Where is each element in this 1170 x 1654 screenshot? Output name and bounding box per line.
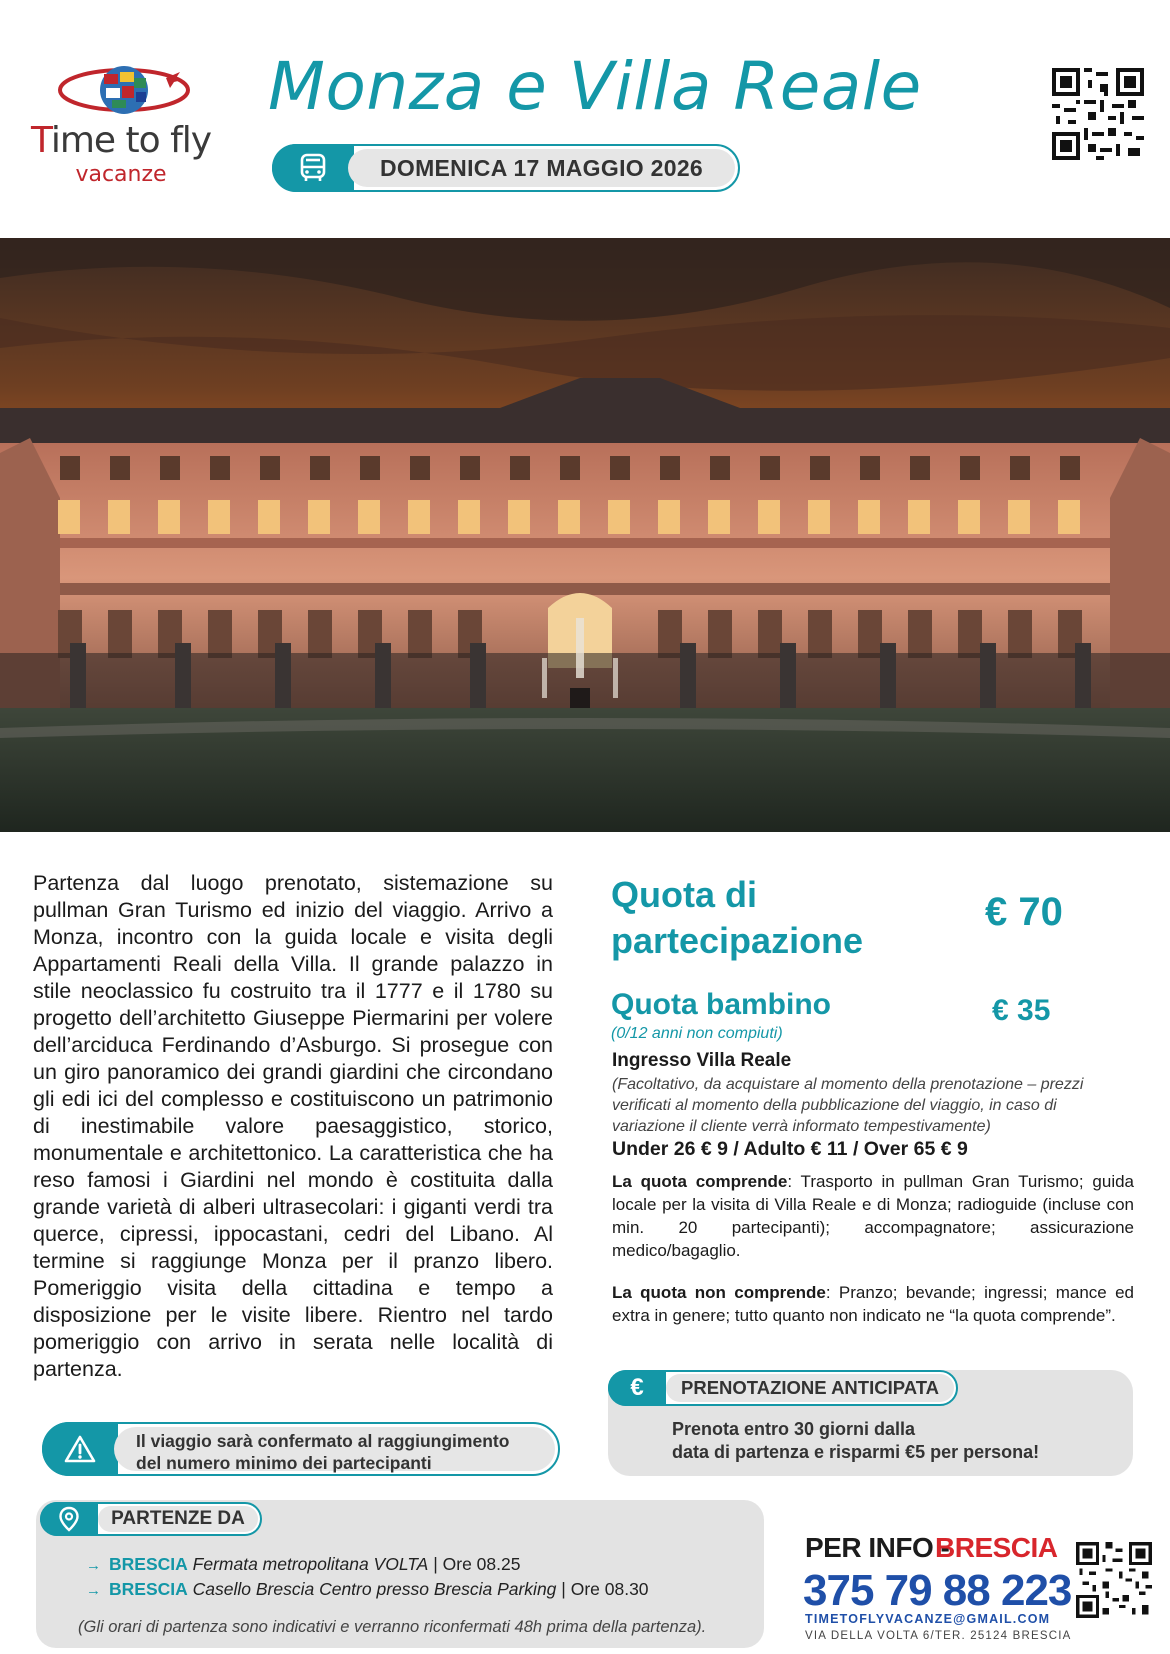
email-address[interactable]: TIMETOFLYVACANZE@GMAIL.COM <box>805 1612 1051 1626</box>
excludes-block <box>612 1281 1134 1327</box>
entrance-prices: Under 26 € 9 / Adulto € 11 / Over 65 € 9 <box>612 1138 968 1160</box>
child-price-note: (0/12 anni non compiuti) <box>611 1025 783 1042</box>
arrow-right-icon: → <box>86 1557 101 1574</box>
trip-description: Partenza dal luogo prenotato, sistemazione su pullman Gran Turismo ed inizio del viaggio. Arrivo a Monza, incontro con la guida locale e visita degli Appartamenti Reali della Villa. Il grande palazzo in stile neoclassico fu costruito tra il 1777 e il 1780 su progetto dell’architetto Giuseppe Piermarini per volere dell’arciduca Ferdinando d’Asburgo. Si prosegue con un giro panoramico dei grandi giardini che circondano gli edi ici del complesso e costituiscono un patrimonio di inestimabile valore paesaggistico, storico, monumentale e architettonico. La caratteristica che ha reso famosi i Giardini nel mondo è costituita dalla grande varietà di alberi ultrasecolari: i giganti verdi tra querce, cipressi, ippocastani, cedri del Libano. Al termine si raggiunge Monza per il pranzo libero. Pomeriggio visita della cittadina e tempo a disposizione per le visite libere. Rientro nel tardo pomeriggio con arrivo in serata nelle località di partenza. <box>33 871 553 1381</box>
excludes-label: La quota non comprende <box>612 1283 826 1302</box>
early-booking-title: PRENOTAZIONE ANTICIPATA <box>666 1374 954 1402</box>
child-price-value: € 35 <box>992 994 1051 1027</box>
departures-badge <box>40 1502 262 1536</box>
warning-icon <box>42 1422 118 1476</box>
early-booking-text: Prenota entro 30 giorni dalla data di partenza e risparmi €5 per persona! <box>672 1419 1040 1462</box>
qr-code-top[interactable] <box>1052 68 1144 160</box>
price-value: € 70 <box>985 890 1063 934</box>
brand-logo <box>16 54 226 194</box>
early-booking-badge <box>608 1370 958 1406</box>
includes-block <box>612 1170 1134 1262</box>
includes-text: : Trasporto in pullman Gran Turismo; guida locale per la visita di Villa Reale e di Monza; radioguide (incluse con min. 20 partecipanti); accompagnatore; assicurazione medico/bagaglio. <box>612 1172 1135 1260</box>
logo-subtitle: vacanze <box>75 162 167 187</box>
hero-photo-villa-reale <box>0 238 1170 832</box>
arrow-right-icon: → <box>86 1582 101 1599</box>
logo-wordmark: Time to fly <box>30 120 212 161</box>
qr-code-bottom[interactable] <box>1076 1542 1152 1618</box>
globe-plane-icon <box>54 62 194 122</box>
entrance-title: Ingresso Villa Reale <box>612 1050 792 1071</box>
includes-label: La quota comprende <box>612 1172 788 1191</box>
minimum-participants-notice <box>42 1422 560 1476</box>
page-title: Monza e Villa Reale <box>268 48 922 125</box>
info-label: PER INFO - <box>805 1532 950 1563</box>
departures-note: (Gli orari di partenza sono indicativi e verranno riconfermati 48h prima della partenza). <box>78 1618 707 1636</box>
info-city: BRESCIA <box>935 1532 1058 1563</box>
location-pin-icon <box>40 1502 98 1536</box>
euro-icon: € <box>608 1370 666 1406</box>
departure-item: → BRESCIA Casello Brescia Centro presso Brescia Parking | Ore 08.30 <box>86 1579 649 1599</box>
entrance-note: (Facoltativo, da acquistare al momento della prenotazione – prezzi verificati al momento della pubblicazione del viaggio, in caso di variazione il cliente verrà informato tempestivamente) <box>612 1076 1084 1135</box>
child-price-label: Quota bambino <box>611 988 831 1021</box>
departure-item: → BRESCIA Fermata metropolitana VOLTA | Ore 08.25 <box>86 1554 521 1574</box>
office-address: VIA DELLA VOLTA 6/TER. 25124 BRESCIA <box>805 1630 1072 1642</box>
phone-number[interactable]: 375 79 88 223 <box>803 1566 1072 1615</box>
trip-date: DOMENICA 17 MAGGIO 2026 <box>348 149 735 187</box>
trip-date-badge <box>272 144 740 192</box>
warning-line-2: del numero minimo dei partecipanti <box>136 1453 432 1473</box>
warning-line-1: Il viaggio sarà confermato al raggiungimento <box>136 1431 510 1451</box>
bus-icon <box>272 144 354 192</box>
price-label: Quota di partecipazione <box>611 874 864 961</box>
excludes-text: : Pranzo; bevande; ingressi; mance ed extra in genere; tutto quanto non indicato ne “la quota comprende”. <box>612 1283 1134 1325</box>
departures-title: PARTENZE DA <box>98 1506 258 1532</box>
